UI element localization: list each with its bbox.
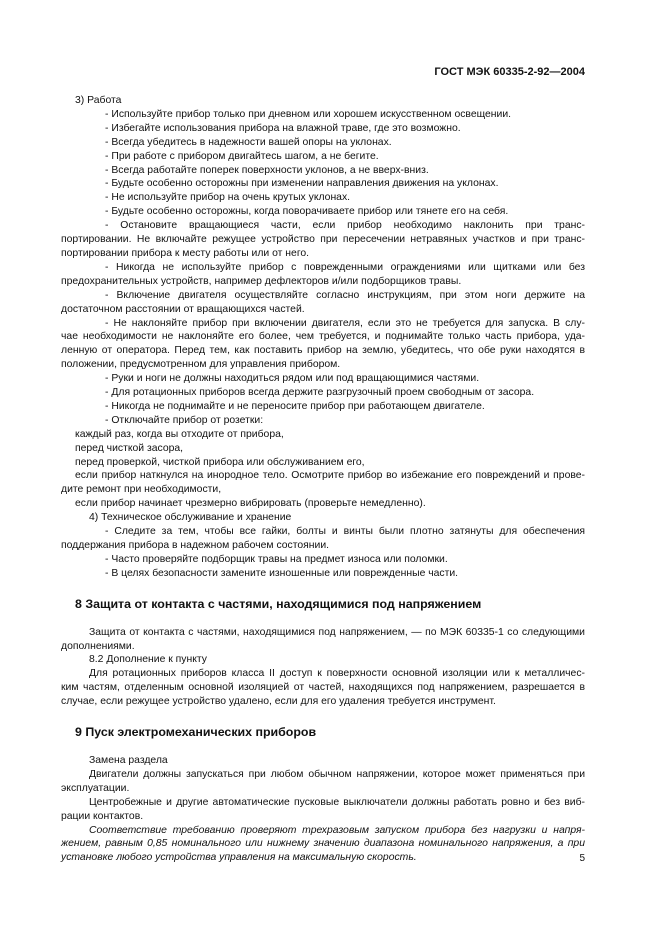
paragraph-line: достаточном расстоянии от вращающихся частей. — [61, 303, 305, 315]
paragraph-line: предохранительных устройств, например дефлекторов и/или подборщиков травы. — [61, 275, 462, 287]
paragraph-line: - Следите за тем, чтобы все гайки, болты и винты были плотно затянуты для обеспечения — [105, 526, 585, 538]
paragraph-line: Центробежные и другие автоматические пусковые выключатели должны работать ровно и без виб- — [89, 796, 585, 808]
compliance-line: жением, равным 0,85 номинального или нижнему значению диапазона номинального напряжения, а при — [61, 838, 585, 850]
paragraph-line: Двигатели должны запускаться при любом обычном напряжении, которое может применяться при — [89, 768, 585, 780]
replacement-note: Замена раздела — [89, 754, 168, 766]
paragraph-line: дополнениями. — [61, 640, 135, 652]
paragraph-line: ким частям, отделенным основной изоляцией от частей, находящихся под напряжением, разрешается в — [61, 682, 585, 694]
list-item: если прибор начинает чрезмерно вибрировать (проверьте немедленно). — [75, 498, 426, 510]
list-item: - Отключайте прибор от розетки: — [105, 414, 264, 426]
list-item: - Используйте прибор только при дневном или хорошем искусственном освещении. — [105, 108, 512, 120]
list-item: - Не используйте прибор на очень крутых уклонах. — [105, 192, 351, 204]
compliance-line: Соответствие требованию проверяют трехразовым запуском прибора без нагрузки и напря- — [89, 824, 585, 836]
subsection-title-operation: 3) Работа — [75, 95, 122, 106]
list-item: - Никогда не поднимайте и не переносите прибор при работающем двигателе. — [105, 400, 485, 412]
paragraph-line: положении, предусмотренном для управления прибором. — [61, 359, 341, 371]
page-content — [61, 94, 585, 865]
list-item: - Часто проверяйте подборщик травы на предмет износа или поломки. — [105, 553, 448, 565]
list-item: каждый раз, когда вы отходите от прибора, — [75, 428, 284, 440]
paragraph-line: портировании прибора к месту работы или от него. — [61, 247, 310, 259]
document-id-header: ГОСТ МЭК 60335-2-92—2004 — [434, 66, 585, 78]
paragraph-line: Защита от контакта с частями, находящимися под напряжением, — по МЭК 60335-1 со следующими — [89, 626, 585, 638]
paragraph-line: рации контактов. — [61, 810, 144, 822]
list-item: перед проверкой, чисткой прибора или обслуживанием его, — [75, 456, 365, 468]
paragraph-line: ленную от оператора. Перед тем, как поставить прибор на землю, убедитесь, что обе руки находятся в — [61, 345, 585, 357]
list-item: - Будьте особенно осторожны, когда поворачиваете прибор или тянете его на себя. — [105, 206, 509, 218]
list-item: - В целях безопасности замените изношенные или поврежденные части. — [105, 567, 459, 579]
paragraph-line: поддержания прибора в надежном рабочем состоянии. — [61, 540, 330, 551]
paragraph-line: эксплуатации. — [61, 782, 130, 794]
paragraph-line: чае необходимости не наклоняйте его более, чем требуется, и поднимайте только часть прибора, уда- — [61, 331, 585, 343]
list-item: - Всегда работайте поперек поверхности уклонов, а не вверх-вниз. — [105, 164, 429, 176]
list-item: - Руки и ноги не должны находиться рядом или под вращающимися частями. — [105, 373, 480, 385]
list-item: - Будьте особенно осторожны при изменении направления движения на уклонах. — [105, 178, 499, 190]
list-item: перед чисткой засора, — [75, 442, 184, 454]
list-item: - Всегда убедитесь в надежности вашей опоры на уклонах. — [105, 136, 392, 148]
paragraph-line: Для ротационных приборов класса II доступ к поверхности основной изоляции или к металличес- — [89, 668, 585, 680]
list-item: - Избегайте использования прибора на влажной траве, где это возможно. — [105, 122, 461, 134]
paragraph-line: портировании. Не включайте режущее устройство при пересечении нетравяных участков и при транс- — [61, 234, 585, 246]
subsection-title-maintenance: 4) Техническое обслуживание и хранение — [89, 512, 292, 524]
subsection-8-2: 8.2 Дополнение к пункту — [89, 654, 207, 666]
paragraph-line: - Никогда не используйте прибор с поврежденными ограждениями или щитками или без — [105, 261, 585, 273]
page-number: 5 — [579, 853, 585, 864]
paragraph-line: - Остановите вращающиеся части, если прибор необходимо наклонить при транс- — [105, 220, 585, 232]
paragraph-line: дите ремонт при необходимости, — [61, 484, 222, 496]
paragraph-line: - Не наклоняйте прибор при включении двигателя, если это не требуется для запуска. В слу- — [105, 317, 585, 329]
section-8-heading: 8 Защита от контакта с частями, находящимися под напряжением — [75, 596, 482, 611]
paragraph-line: если прибор наткнулся на инородное тело. Осмотрите прибор во избежание его повреждений и прове- — [75, 470, 585, 482]
section-9-heading: 9 Пуск электромеханических приборов — [75, 725, 317, 740]
paragraph-line: - Включение двигателя осуществляйте согласно инструкциям, при этом ноги держите на — [105, 289, 585, 301]
list-item: - Для ротационных приборов всегда держите разгрузочный проем свободным от засора. — [105, 387, 535, 399]
list-item: - При работе с прибором двигайтесь шагом, а не бегите. — [105, 150, 379, 162]
compliance-line: установке любого устройства управления на максимальную скорость. — [61, 852, 417, 864]
paragraph-line: случае, если режущее устройство удалено, если для его удаления требуется инструмент. — [61, 696, 496, 708]
